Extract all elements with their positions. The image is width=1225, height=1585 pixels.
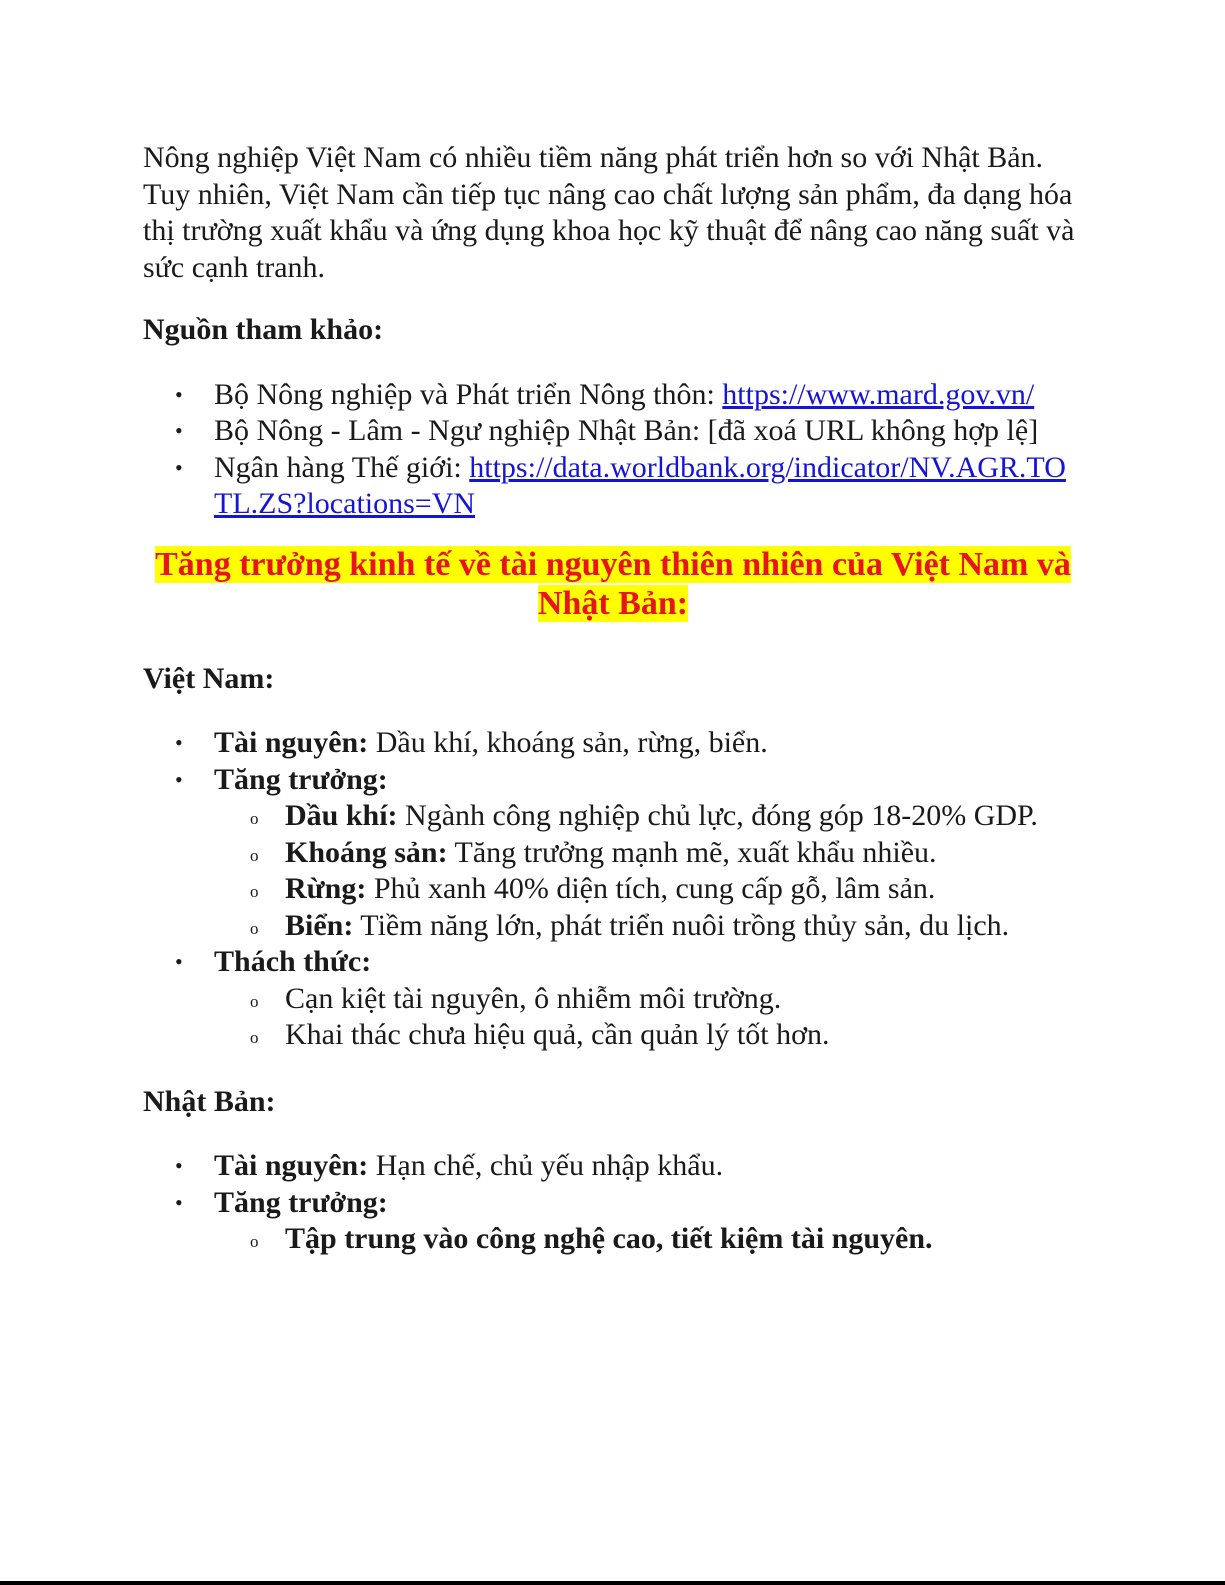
resources-text: Hạn chế, chủ yếu nhập khẩu. <box>368 1149 724 1182</box>
growth-label: Tăng trưởng: <box>214 1185 388 1219</box>
sublist-item: o Khai thác chưa hiệu quả, cần quản lý tốt hơn. <box>214 1017 1083 1054</box>
sublist-item <box>214 1221 1083 1258</box>
growth-label: Tăng trưởng: <box>214 762 388 796</box>
reference-text: Bộ Nông nghiệp và Phát triển Nông thôn: <box>214 377 723 411</box>
sublist-item <box>214 835 1083 872</box>
growth-sublist <box>214 1221 1083 1258</box>
reference-item <box>143 413 1083 450</box>
item-label: Biển: <box>285 908 354 942</box>
list-item <box>143 944 1083 1054</box>
reference-item <box>143 377 1083 414</box>
item-text: Tăng trưởng mạnh mẽ, xuất khẩu nhiều. <box>447 835 937 869</box>
resources-label: Tài nguyên: <box>214 1149 369 1182</box>
item-text: Tiềm năng lớn, phát triển nuôi trồng thủy sản, du lịch. <box>353 908 1010 942</box>
sublist-item <box>214 908 1083 945</box>
japan-heading: Nhật Bản: <box>143 1084 276 1118</box>
reference-link[interactable]: https://data.worldbank.org/indicator/NV.AGR.TOTL.ZS?locations=VN <box>214 450 1066 520</box>
intro-paragraph: Nông nghiệp Việt Nam có nhiều tiềm năng phát triển hơn so với Nhật Bản. Tuy nhiên, Việt Nam cần tiếp tục nâng cao chất lượng sản phẩm, đa dạng hóa thị trường xuất khẩu và ứng dụng khoa học kỹ thuật để nâng cao năng suất và sức cạnh tranh. <box>143 141 1075 284</box>
page-bottom-rule <box>0 1581 1225 1585</box>
item-label: Dầu khí: <box>285 799 398 832</box>
reference-link[interactable]: https://www.mard.gov.vn/ <box>722 377 1035 411</box>
item-label: Rừng: <box>285 872 367 905</box>
resources-label: Tài nguyên: <box>214 726 369 759</box>
item-label: Khoáng sản: <box>285 835 448 869</box>
references-list <box>143 377 1083 523</box>
item-text: Phủ xanh 40% diện tích, cung cấp gỗ, lâm sản. <box>366 872 936 905</box>
list-item <box>143 725 1083 762</box>
sublist-item <box>214 798 1083 835</box>
vietnam-section <box>143 661 1083 1054</box>
list-item <box>143 1148 1083 1185</box>
references-heading: Nguồn tham khảo: <box>143 313 384 346</box>
reference-text: Bộ Nông - Lâm - Ngư nghiệp Nhật Bản: [đã xoá URL không hợp lệ] <box>214 414 1039 447</box>
section-title-highlight: Tăng trưởng kinh tế về tài nguyên thiên nhiên của Việt Nam và Nhật Bản: <box>155 545 1071 622</box>
resources-text: Dầu khí, khoáng sản, rừng, biển. <box>368 726 768 759</box>
japan-section <box>143 1084 1083 1258</box>
vietnam-list <box>143 725 1083 1054</box>
reference-text: Ngân hàng Thế giới: <box>214 450 470 484</box>
item-text: Ngành công nghiệp chủ lực, đóng góp 18-20% GDP. <box>397 799 1038 832</box>
challenges-label: Thách thức: <box>214 945 372 978</box>
japan-list <box>143 1148 1083 1258</box>
sublist-item: o Cạn kiệt tài nguyên, ô nhiễm môi trường. <box>214 981 1083 1018</box>
challenges-sublist <box>214 981 1083 1054</box>
section-title <box>143 545 1083 623</box>
sublist-item <box>214 871 1083 908</box>
document-page <box>143 140 1083 1258</box>
item-text: Tập trung vào công nghệ cao, tiết kiệm tài nguyên. <box>285 1222 933 1255</box>
vietnam-heading: Việt Nam: <box>143 661 275 695</box>
growth-sublist <box>214 798 1083 944</box>
list-item <box>143 1185 1083 1258</box>
list-item <box>143 762 1083 945</box>
reference-item <box>143 450 1083 523</box>
